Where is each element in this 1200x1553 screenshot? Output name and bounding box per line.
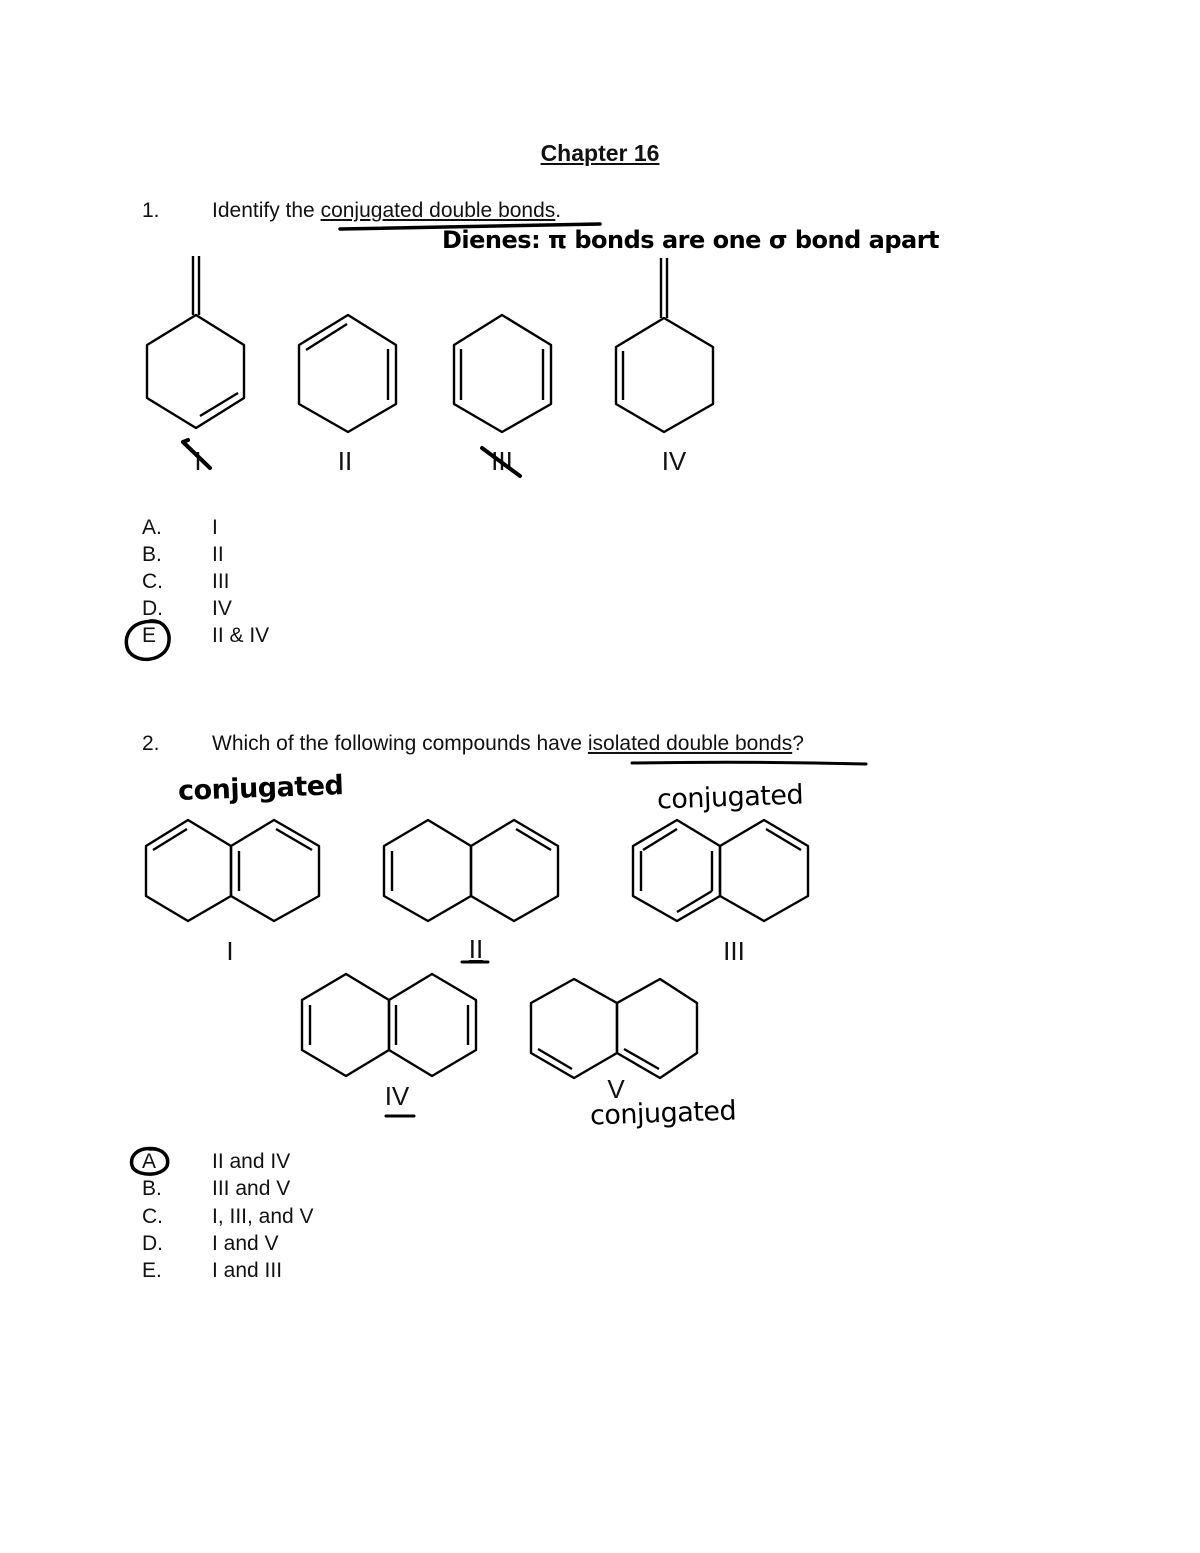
q2-option-C-text: I, III, and V [212,1205,314,1228]
q2-option-D-letter: D. [142,1232,163,1255]
q1-label-II: II [337,446,353,476]
q2-question-start: Which of the following compounds have [212,732,588,755]
q1-annotation: Dienes: π bonds are one σ bond apart [442,226,940,254]
q2-option-D-text: I and V [212,1232,279,1255]
q1-question-start: Identify the [212,199,321,222]
q1-option-E-text: II & IV [212,624,270,647]
q2-option-B-text: III and V [212,1177,291,1200]
q1-option-C-text: III [212,570,230,593]
q2-annotation-3: conjugated [589,1095,737,1132]
q2-label-II: II [468,934,484,964]
q2-number: 2. [142,732,160,755]
q2-option-E-letter: E. [142,1259,162,1282]
q1-option-B-text: II [212,543,224,566]
q1-option-D-letter: D. [142,597,163,620]
q1-option-A-text: I [212,516,218,539]
q2-question-end: ? [792,732,804,755]
q2-option-C-letter: C. [142,1205,163,1228]
q2-option-E-text: I and III [212,1259,283,1282]
q1-label-I: I [194,446,202,476]
q2-option-A-text: II and IV [212,1150,291,1173]
q2-label-V: V [607,1074,625,1104]
q1-option-E-letter: E [142,624,157,647]
q1-option-B-letter: B. [142,543,162,566]
q1-question-end: . [555,199,562,222]
q1-option-A-letter: A. [142,516,162,539]
q1-number: 1. [142,199,160,222]
page-title: Chapter 16 [540,140,660,166]
q2-label-I: I [226,936,234,966]
q2-label-IV: IV [384,1081,410,1111]
q2-annotation-1: conjugated [177,770,344,807]
q2-option-A-letter: A [142,1150,157,1173]
q1-question-underlined: conjugated double bonds [320,199,556,222]
q1-label-IV: IV [661,446,687,476]
q2-option-B-letter: B. [142,1177,162,1200]
q1-option-C-letter: C. [142,570,163,593]
q2-question-underlined: isolated double bonds [587,732,793,755]
q2-label-III: III [723,936,745,966]
q1-option-D-text: IV [212,597,232,620]
q2-annotation-2: conjugated [656,779,804,816]
q1-label-III: III [491,446,513,476]
